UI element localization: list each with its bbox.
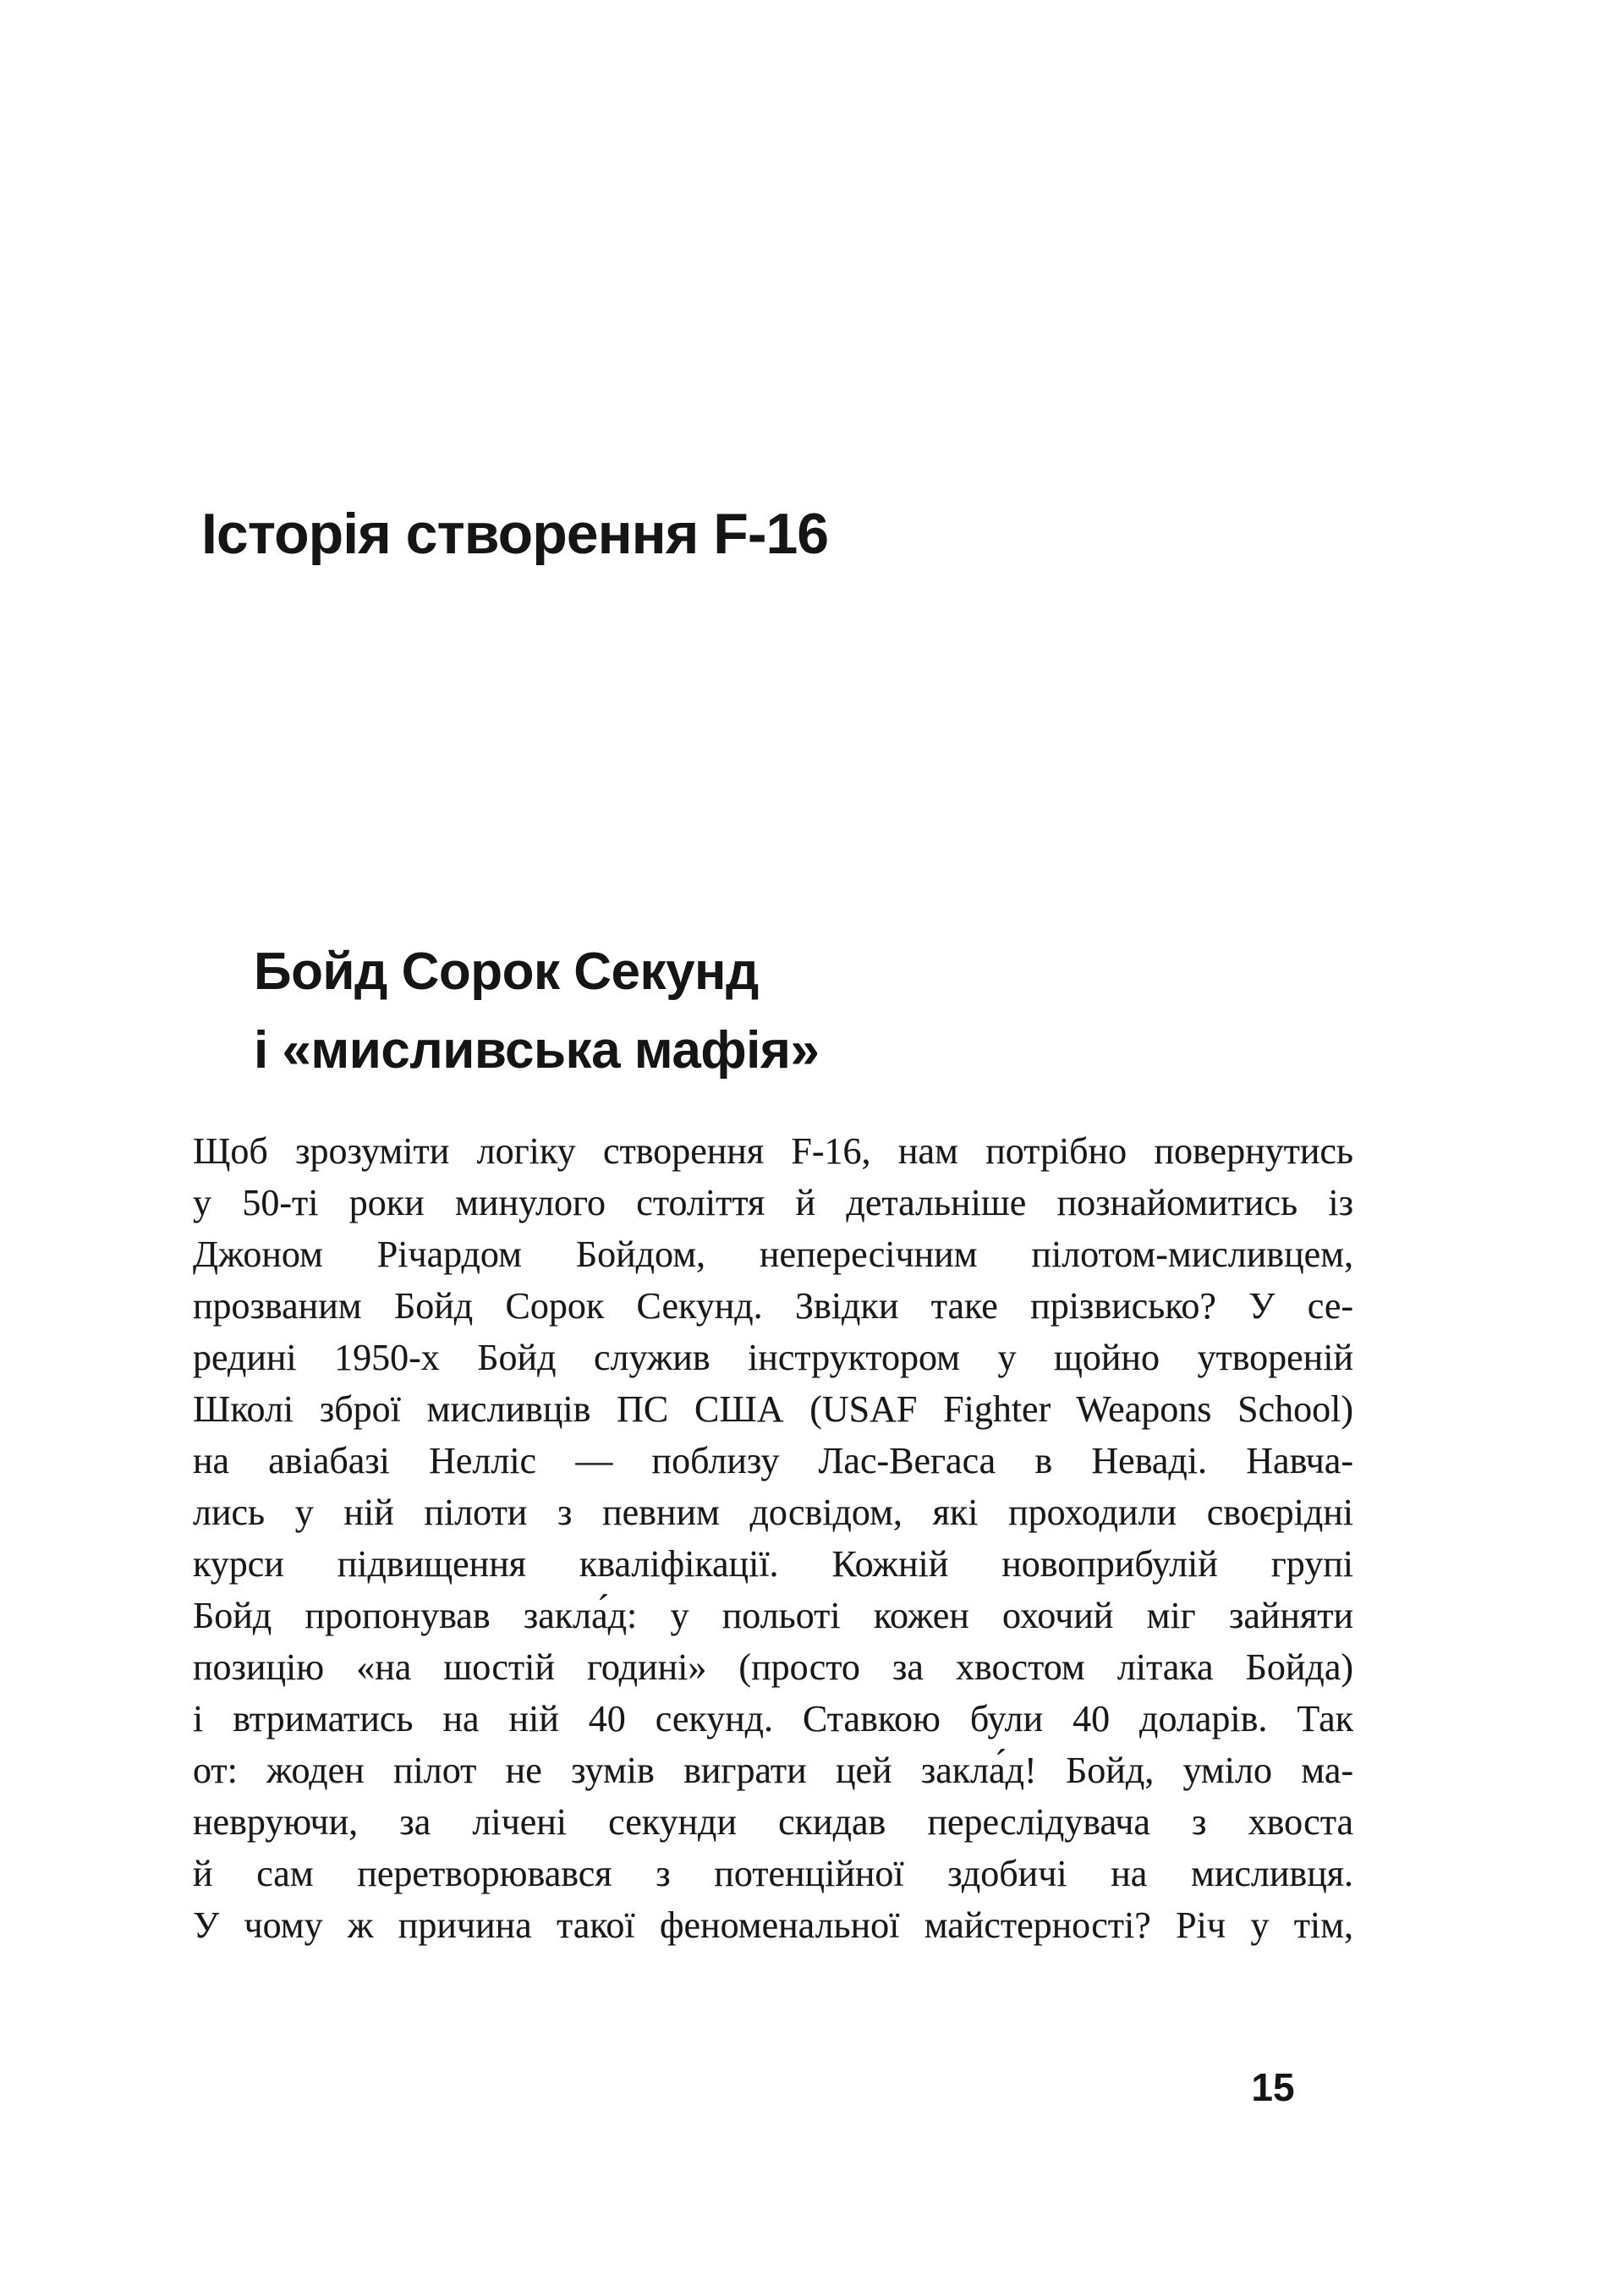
body-line: прозваним Бойд Сорок Секунд. Звідки таке прізвисько? У се- <box>193 1285 1353 1327</box>
body-line: позицію «на шостій годині» (просто за хвостом літака Бойда) <box>193 1646 1353 1688</box>
body-line: Школі зброї мисливців ПС США (USAF Fighter Weapons School) <box>193 1388 1353 1430</box>
body-line: у 50-ті роки минулого століття й детальніше познайомитись із <box>193 1182 1353 1223</box>
body-line: курси підвищення кваліфікації. Кожній новоприбулій групі <box>193 1543 1353 1585</box>
body-line: на авіабазі Нелліс — поблизу Лас-Вегаса в Неваді. Навча- <box>193 1440 1353 1481</box>
body-line: Джоном Річардом Бойдом, непересічним пілотом-мисливцем, <box>193 1234 1353 1275</box>
chapter-title: Історія створення F-16 <box>201 502 829 566</box>
section-subtitle <box>254 932 819 1090</box>
body-line: Щоб зрозуміти логіку створення F-16, нам потрібно повернутись <box>193 1130 1353 1172</box>
section-subtitle-line-1: Бойд Сорок Секунд <box>254 942 759 1001</box>
body-line: У чому ж причина такої феноменальної майстерності? Річ у тім, <box>193 1904 1353 1946</box>
body-line: лись у ній пілоти з певним досвідом, які проходили своєрідні <box>193 1492 1353 1533</box>
section-subtitle-line-2: і «мисливська мафія» <box>254 1021 820 1080</box>
body-line: от: жоден пілот не зумів виграти цей закла́д! Бойд, уміло ма- <box>193 1750 1353 1791</box>
page-number: 15 <box>1251 2065 1295 2109</box>
body-line: невруючи, за лічені секунди скидав переслідувача з хвоста <box>193 1801 1353 1843</box>
body-line: Бойд пропонував закла́д: у польоті кожен охочий міг зайняти <box>193 1595 1353 1636</box>
body-line: й сам перетворювався з потенційної здобичі на мисливця. <box>193 1853 1353 1894</box>
body-line: і втриматись на ній 40 секунд. Ставкою були 40 доларів. Так <box>193 1698 1353 1739</box>
body-line: редині 1950-х Бойд служив інструктором у щойно утвореній <box>193 1337 1353 1378</box>
body-paragraph <box>193 1125 1353 1951</box>
